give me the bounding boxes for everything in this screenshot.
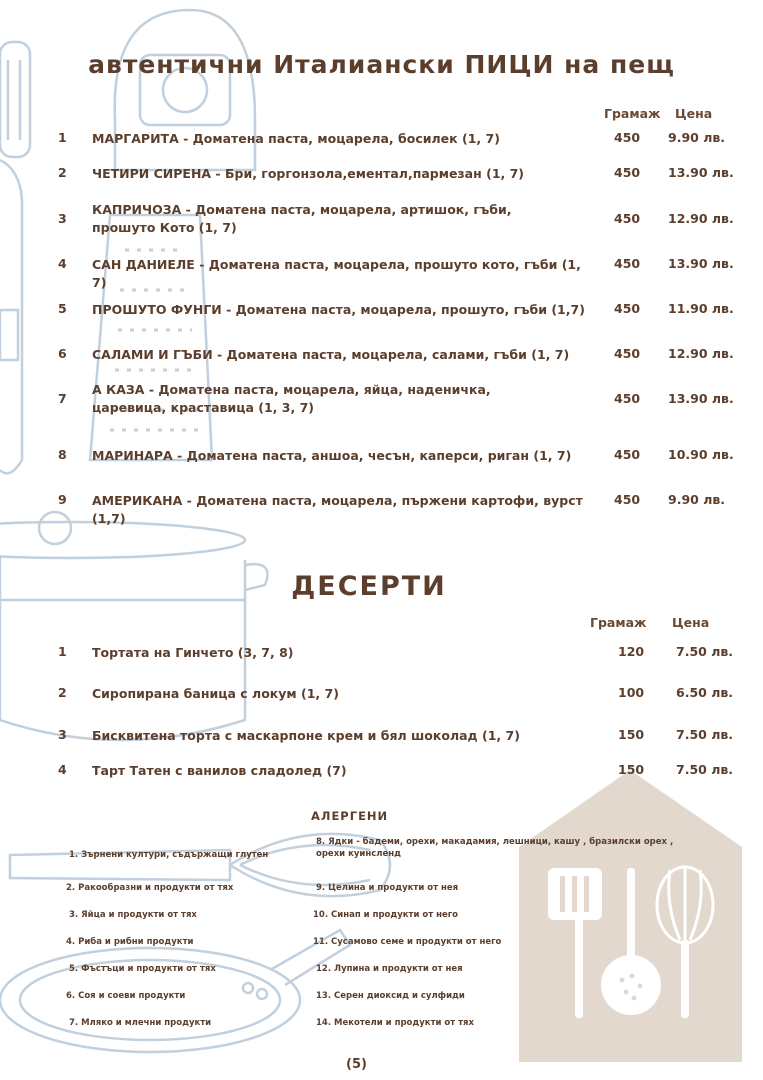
desserts-section-title: ДЕСЕРТИ (291, 571, 447, 602)
item-name: АМЕРИКАНА - Доматена паста, моцарела, пържени картофи, вурст (1,7) (92, 493, 583, 526)
item-weight: 450 (614, 391, 641, 406)
item-price: 13.90 лв. (668, 391, 734, 406)
item-number: 9 (58, 492, 67, 507)
item-number: 4 (58, 762, 67, 777)
pizza-weight-header: Грамаж (604, 106, 661, 121)
desserts-price-header: Цена (672, 615, 710, 630)
allergen-item: 1. Зърнени култури, съдържащи глутен (69, 850, 269, 860)
item-number: 5 (58, 301, 67, 316)
item-number: 1 (58, 130, 67, 145)
item-price: 6.50 лв. (676, 685, 734, 700)
item-price: 12.90 лв. (668, 211, 734, 226)
pizza-section-title: автентични Италиански ПИЦИ на пещ (88, 50, 675, 79)
item-price: 7.50 лв. (676, 644, 734, 659)
item-price: 9.90 лв. (668, 492, 726, 507)
item-weight: 100 (618, 685, 645, 700)
item-weight: 450 (614, 211, 641, 226)
item-price: 13.90 лв. (668, 165, 734, 180)
allergen-item: 14. Мекотели и продукти от тях (316, 1018, 475, 1028)
item-name: Сиропирана баница с локум (1, 7) (92, 686, 339, 701)
item-name: Тортата на Гинчето (3, 7, 8) (92, 645, 294, 660)
allergen-item: 9. Целина и продукти от нея (316, 883, 459, 893)
item-number: 3 (58, 211, 67, 226)
item-number: 7 (58, 391, 67, 406)
item-name: ЧЕТИРИ СИРЕНА - Бри, горгонзола,ементал,пармезан (1, 7) (92, 166, 525, 181)
item-name: ПРОШУТО ФУНГИ - Доматена паста, моцарела, прошуто, гъби (1,7) (92, 302, 585, 317)
item-weight: 450 (614, 130, 641, 145)
item-number: 6 (58, 346, 67, 361)
item-price: 10.90 лв. (668, 447, 734, 462)
item-weight: 150 (618, 762, 645, 777)
item-weight: 450 (614, 447, 641, 462)
allergen-item: 10. Синап и продукти от него (313, 910, 459, 920)
item-weight: 450 (614, 492, 641, 507)
allergen-item: 13. Серен диоксид и сулфиди (316, 991, 465, 1001)
item-name: КАПРИЧОЗА - Доматена паста, моцарела, артишок, гъби, прошуто Кото (1, 7) (92, 202, 512, 235)
item-number: 2 (58, 165, 67, 180)
item-number: 2 (58, 685, 67, 700)
allergen-item: 6. Соя и соеви продукти (66, 991, 186, 1001)
item-name: МАРГАРИТА - Доматена паста, моцарела, босилек (1, 7) (92, 131, 500, 146)
item-price: 11.90 лв. (668, 301, 734, 316)
item-price: 9.90 лв. (668, 130, 726, 145)
desserts-weight-header: Грамаж (590, 615, 647, 630)
item-number: 1 (58, 644, 67, 659)
allergen-item: 8. Ядки - бадеми, орехи, макадамия, лешници, кашу , бразилски орех , орехи куинсленд (316, 837, 674, 859)
item-price: 12.90 лв. (668, 346, 734, 361)
item-name: Бисквитена торта с маскарпоне крем и бял шоколад (1, 7) (92, 728, 520, 743)
allergens-title: АЛЕРГЕНИ (311, 809, 389, 823)
allergen-item: 3. Яйца и продукти от тях (69, 910, 197, 920)
allergen-item: 5. Фъстъци и продукти от тях (69, 964, 216, 974)
item-weight: 120 (618, 644, 645, 659)
item-number: 4 (58, 256, 67, 271)
item-price: 7.50 лв. (676, 762, 734, 777)
allergen-item: 2. Ракообразни и продукти от тях (66, 883, 234, 893)
pizza-price-header: Цена (675, 106, 713, 121)
item-price: 13.90 лв. (668, 256, 734, 271)
item-weight: 150 (618, 727, 645, 742)
item-weight: 450 (614, 301, 641, 316)
allergen-item: 12. Лупина и продукти от нея (316, 964, 463, 974)
allergen-item: 4. Риба и рибни продукти (66, 937, 194, 947)
allergen-item: 11. Сусамово семе и продукти от него (313, 937, 502, 947)
item-weight: 450 (614, 346, 641, 361)
item-name: САН ДАНИЕЛЕ - Доматена паста, моцарела, прошуто кото, гъби (1, 7) (92, 257, 581, 290)
page-number: (5) (346, 1057, 367, 1072)
item-weight: 450 (614, 165, 641, 180)
item-number: 8 (58, 447, 67, 462)
item-name: Тарт Татен с ванилов сладолед (7) (92, 763, 347, 778)
item-weight: 450 (614, 256, 641, 271)
item-price: 7.50 лв. (676, 727, 734, 742)
item-name: МАРИНАРА - Доматена паста, аншоа, чесън, каперси, риган (1, 7) (92, 448, 572, 463)
item-name: САЛАМИ И ГЪБИ - Доматена паста, моцарела, салами, гъби (1, 7) (92, 347, 570, 362)
item-name: А КАЗА - Доматена паста, моцарела, яйца, наденичка, царевица, краставица (1, 3, 7) (92, 382, 491, 415)
item-number: 3 (58, 727, 67, 742)
allergen-item: 7. Мляко и млечни продукти (69, 1018, 212, 1028)
